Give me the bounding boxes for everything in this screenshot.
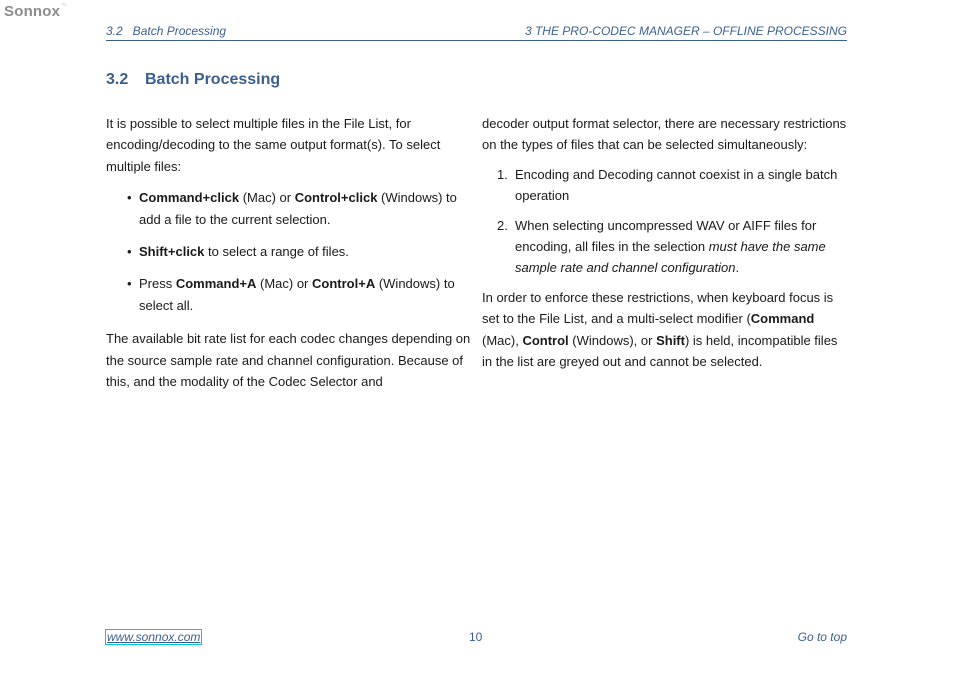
list-item: • Shift+click to select a range of files.: [106, 241, 474, 262]
enforcement-paragraph: In order to enforce these restrictions, when keyboard focus is set to the File List, and a multi-select modifier (Command (Mac), Control (Windows), or Shift) is held, incompatible files in the list are greyed out and cannot be selected.: [482, 289, 838, 370]
selection-methods-list: [106, 187, 474, 316]
section-number: 3.2: [106, 71, 129, 88]
bullet-icon: •: [127, 244, 132, 260]
left-column: [106, 113, 474, 392]
restrictions-list: [482, 164, 850, 279]
bullet-icon: •: [127, 190, 132, 206]
list-number: 1.: [497, 166, 508, 182]
list-item: 1. Encoding and Decoding cannot coexist in a single batch operation: [482, 164, 850, 207]
bullet-icon: •: [127, 276, 132, 292]
list-item: • Press Command+A (Mac) or Control+A (Windows) to select all.: [106, 273, 474, 316]
header-section-label: 3.2 Batch Processing: [106, 24, 227, 38]
sonnox-logo: Sonnox™: [4, 3, 67, 20]
page-number: 10: [469, 630, 483, 644]
trademark-mark: ™: [61, 3, 67, 9]
list-number: 2.: [497, 217, 508, 233]
bit-rate-paragraph: The available bit rate list for each codec changes depending on the source sample rate and channel configuration. Because of this, and the modality of the Codec Selector and: [106, 331, 471, 390]
right-column: [482, 113, 850, 372]
section-heading: [106, 71, 280, 89]
running-header: [106, 23, 847, 41]
section-title: Batch Processing: [145, 71, 281, 88]
go-to-top-link[interactable]: Go to top: [797, 630, 847, 644]
website-link[interactable]: www.sonnox.com: [107, 630, 201, 644]
continuation-paragraph: decoder output format selector, there are necessary restrictions on the types of files that can be selected simultaneously:: [482, 116, 847, 153]
list-item: • Command+click (Mac) or Control+click (Windows) to add a file to the current selection.: [106, 187, 474, 230]
intro-paragraph: It is possible to select multiple files in the File List, for encoding/decoding to the same output format(s). To select multiple files:: [106, 116, 441, 174]
list-item: 2. When selecting uncompressed WAV or AIFF files for encoding, all files in the selection must have the same sample rate and channel configuration.: [482, 215, 850, 279]
header-chapter-label: 3 THE PRO-CODEC MANAGER – OFFLINE PROCESSING: [524, 24, 847, 38]
